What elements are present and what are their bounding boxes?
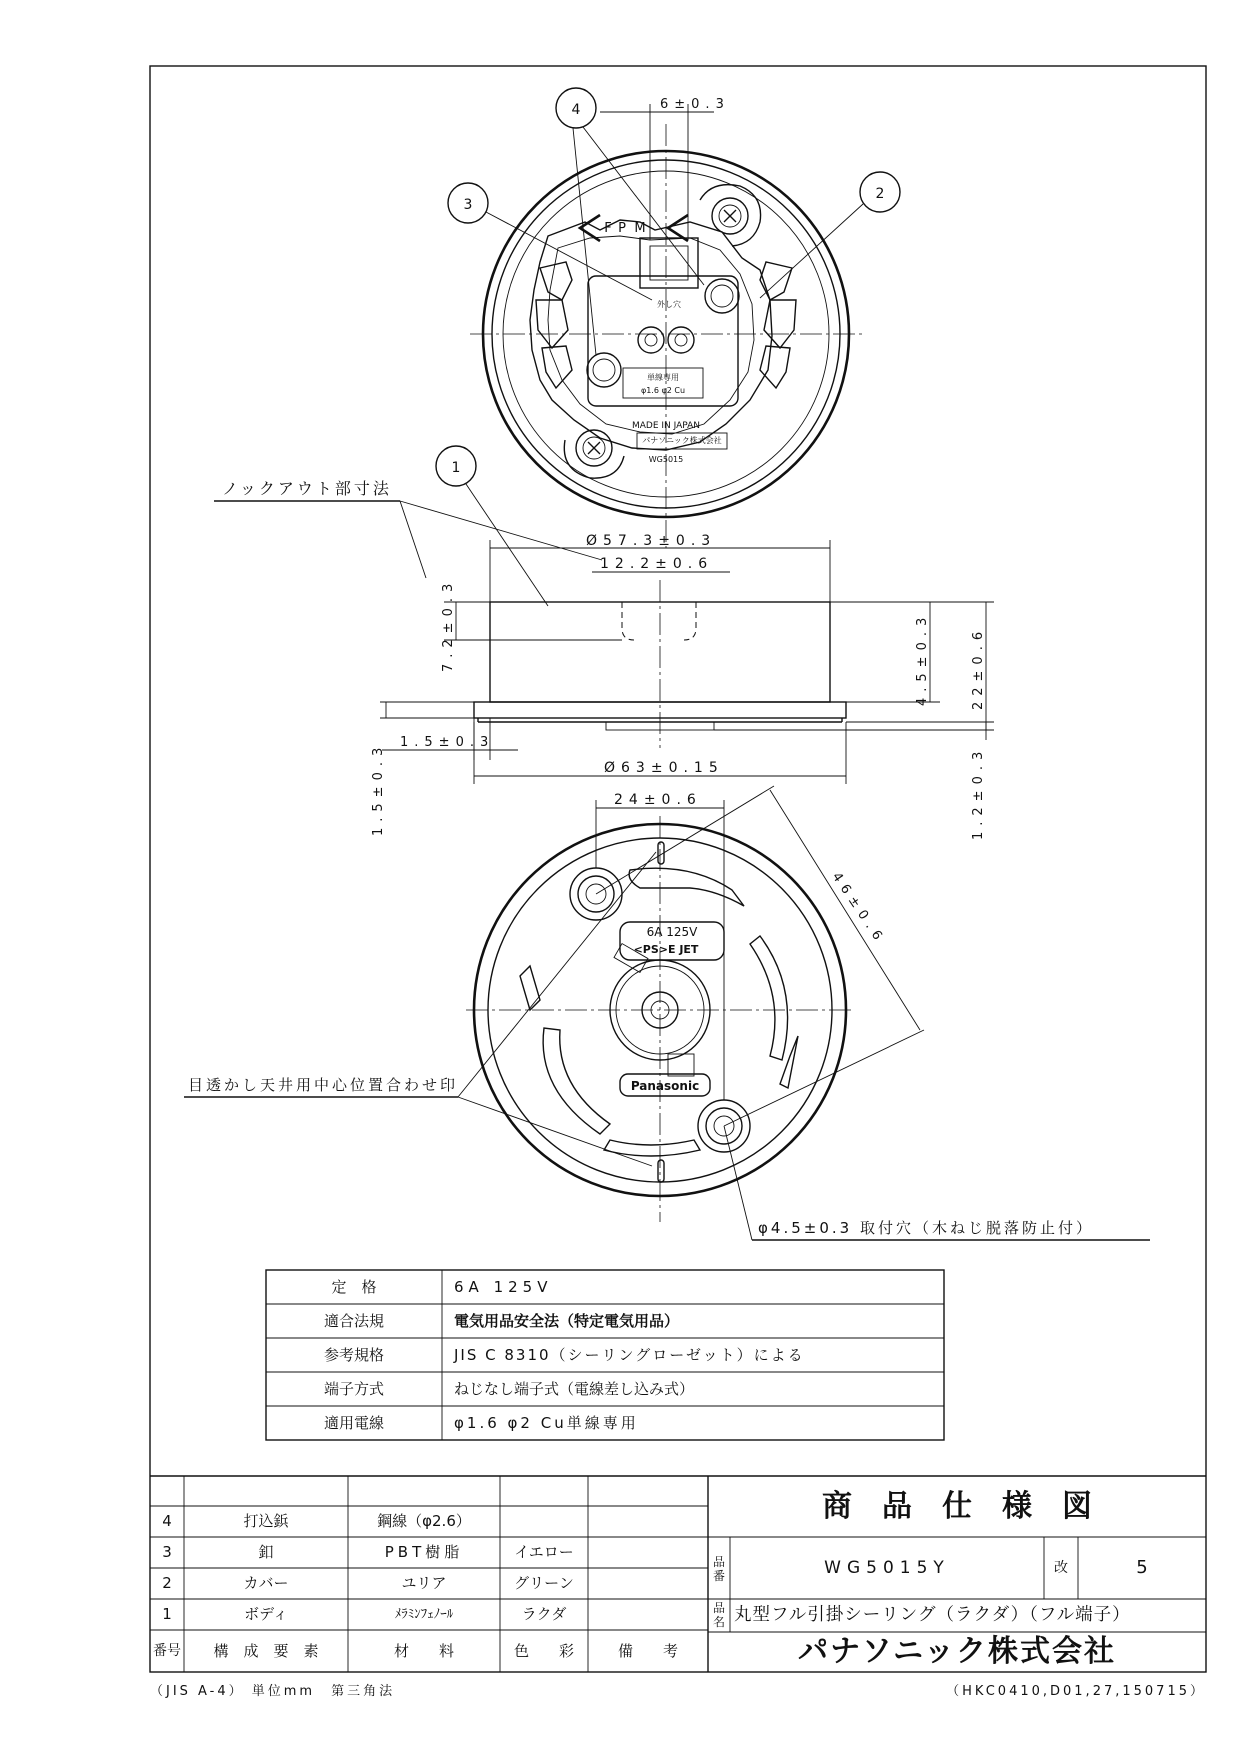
dim-46-text: 46±0.6 bbox=[828, 869, 889, 948]
part-color: イエロー bbox=[514, 1543, 574, 1561]
dim-12-text: 12.2±0.6 bbox=[600, 556, 714, 572]
parts-table-cells bbox=[150, 1476, 708, 1672]
top-view bbox=[470, 124, 862, 548]
center-mark-label: 目透かし天井用中心位置合わせ印 bbox=[188, 1076, 459, 1094]
part-color bbox=[500, 1506, 588, 1537]
spec-table-rows bbox=[266, 1270, 944, 1440]
spec-value-rating: 6A 125V bbox=[454, 1278, 553, 1296]
knockout-label: ノックアウト部寸法 bbox=[222, 479, 392, 498]
rating-mark: 6A 125V bbox=[646, 925, 698, 939]
bottom-view bbox=[466, 816, 852, 1222]
company-small-text: パナソニック株式会社 bbox=[642, 436, 722, 445]
dim-12b-text: 1.2±0.3 bbox=[971, 745, 986, 840]
part-element: ボディ bbox=[244, 1605, 288, 1623]
balloon-2-label: 2 bbox=[875, 186, 885, 202]
spec-key-wire: 適用電線 bbox=[323, 1414, 384, 1432]
header-no: 番号 bbox=[153, 1643, 181, 1659]
header-note: 備 考 bbox=[617, 1642, 678, 1660]
part-element: 打込鋲 bbox=[243, 1512, 289, 1530]
dim-72-text: 7.2±0.3 bbox=[441, 577, 456, 672]
dim-63-text: Ø63±0.15 bbox=[604, 760, 724, 776]
side-view bbox=[474, 580, 846, 748]
spec-key-standard: 参考規格 bbox=[323, 1346, 384, 1364]
dim-24-text: 24±0.6 bbox=[614, 792, 702, 808]
dim-22-text: 22±0.6 bbox=[971, 625, 986, 710]
spec-value-wire: φ1.6 φ2 Cu単線専用 bbox=[454, 1414, 639, 1432]
dim-6-text: 6±0.3 bbox=[660, 97, 730, 112]
header-color: 色 彩 bbox=[513, 1642, 574, 1660]
part-no: 3 bbox=[162, 1543, 172, 1561]
part-no: 1 bbox=[162, 1605, 172, 1623]
mark-p: P bbox=[618, 221, 626, 236]
product-name: 丸型フル引掛シーリング（ラクダ）（フル端子） bbox=[734, 1605, 1131, 1625]
drawing-title: 商 品 仕 様 図 bbox=[822, 1489, 1092, 1524]
rev-value: 5 bbox=[1136, 1557, 1148, 1578]
dim-57-text: Ø57.3±0.3 bbox=[586, 533, 717, 549]
part-material: 鋼線（φ2.6） bbox=[377, 1512, 471, 1530]
part-no-label: 品番 bbox=[712, 1555, 725, 1583]
balloon-1-label: 1 bbox=[451, 460, 461, 476]
cert-mark: <PS>E JET bbox=[633, 943, 699, 956]
part-material: PBT樹脂 bbox=[384, 1543, 464, 1561]
footer-right: （HKC0410,D01,27,150715） bbox=[946, 1684, 1206, 1699]
spec-value-law: 電気用品安全法（特定電気用品） bbox=[454, 1312, 680, 1330]
part-material: ユリア bbox=[401, 1574, 447, 1592]
footer-left: （JIS A-4） 単位mm 第三角法 bbox=[150, 1684, 396, 1699]
release-text: 外し穴 bbox=[657, 300, 681, 309]
made-in-text: MADE IN JAPAN bbox=[631, 421, 701, 431]
dim-15a-text: 1.5±0.3 bbox=[400, 735, 495, 750]
part-no-value: WG5015Y bbox=[824, 1558, 950, 1578]
part-element: 釦 bbox=[258, 1543, 274, 1561]
part-material: ﾒﾗﾐﾝﾌｪﾉｰﾙ bbox=[394, 1607, 454, 1622]
part-no: 4 bbox=[162, 1512, 172, 1530]
mark-m: M bbox=[634, 221, 646, 236]
balloon-3 bbox=[448, 183, 652, 300]
wire-only-text: 単線専用 bbox=[647, 373, 679, 382]
model-small-text: WG5015 bbox=[648, 455, 684, 464]
balloon-4-label: 4 bbox=[571, 102, 581, 118]
brand-logo-text: Panasonic bbox=[630, 1079, 700, 1093]
spec-value-terminal: ねじなし端子式（電線差し込み式） bbox=[454, 1380, 695, 1398]
spec-key-rating: 定 格 bbox=[331, 1278, 377, 1296]
header-element: 構 成 要 素 bbox=[213, 1642, 319, 1660]
part-element: カバー bbox=[243, 1574, 289, 1592]
part-no: 2 bbox=[162, 1574, 172, 1592]
spec-key-law: 適合法規 bbox=[323, 1312, 384, 1330]
company-name: パナソニック株式会社 bbox=[798, 1634, 1116, 1669]
dim-15b-text: 1.5±0.3 bbox=[371, 741, 386, 836]
mount-hole-label: φ4.5±0.3 取付穴（木ねじ脱落防止付） bbox=[758, 1219, 1094, 1237]
dim-45-text: 4.5±0.3 bbox=[915, 611, 930, 706]
mark-f: F bbox=[604, 221, 612, 236]
title-block bbox=[708, 1476, 1206, 1672]
spec-value-standard: JIS C 8310（シーリングローゼット）による bbox=[454, 1346, 805, 1364]
balloon-3-label: 3 bbox=[463, 197, 473, 213]
wire-spec-text: φ1.6 φ2 Cu bbox=[640, 386, 686, 395]
spec-key-terminal: 端子方式 bbox=[323, 1380, 384, 1398]
part-color: グリーン bbox=[514, 1574, 574, 1592]
part-color: ラクダ bbox=[521, 1605, 567, 1623]
header-material: 材 料 bbox=[393, 1642, 454, 1660]
name-label: 品名 bbox=[712, 1601, 725, 1629]
rev-label: 改 bbox=[1054, 1560, 1068, 1576]
